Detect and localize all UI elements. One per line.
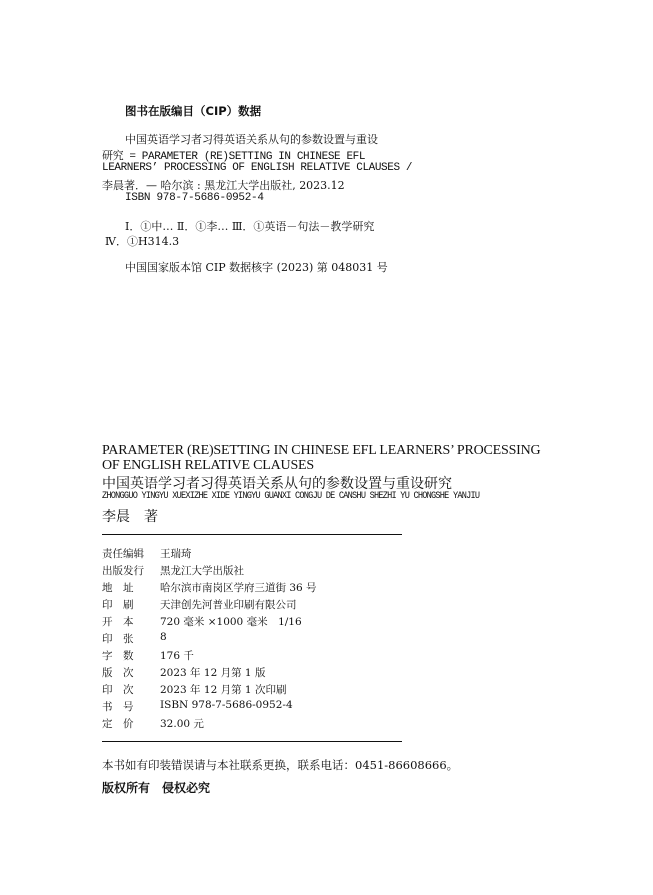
info-label: 印 刷 bbox=[102, 599, 134, 611]
info-row bbox=[102, 631, 167, 648]
info-row bbox=[102, 614, 302, 631]
cip-line: 李晨著．— 哈尔滨 : 黑龙江大学出版社, 2023.12 bbox=[102, 179, 345, 192]
copyright-notice: 版权所有 侵权必究 bbox=[102, 781, 211, 795]
info-row bbox=[102, 699, 293, 716]
info-row bbox=[102, 597, 297, 614]
english-title-line-1: PARAMETER (RE)SETTING IN CHINESE EFL LEARNERS’ PROCESSING bbox=[102, 443, 541, 458]
info-label: 地 址 bbox=[102, 582, 134, 594]
info-value: 32.00 元 bbox=[160, 718, 204, 730]
error-contact-note: 本书如有印装错误请与本社联系更换，联系电话：0451-86608666。 bbox=[102, 758, 459, 772]
cip-heading: 图书在版编目（CIP）数据 bbox=[125, 104, 262, 118]
info-row bbox=[102, 716, 204, 733]
info-label: 开 本 bbox=[102, 616, 134, 628]
divider-top bbox=[102, 534, 402, 535]
pinyin-title: ZHONGGUO YINGYU XUEXIZHE XIDE YINGYU GUANXI CONGJU DE CANSHU SHEZHI YU CHONGSHE YANJIU bbox=[102, 491, 480, 502]
info-row bbox=[102, 648, 194, 665]
info-row bbox=[102, 546, 192, 563]
info-value: 8 bbox=[160, 631, 167, 643]
info-value: 黑龙江大学出版社 bbox=[160, 565, 244, 577]
info-value: 176 千 bbox=[160, 650, 194, 662]
info-value: ISBN 978-7-5686-0952-4 bbox=[160, 699, 293, 711]
cip-line: Ⅰ．①中… Ⅱ．①李… Ⅲ．①英语－句法－教学研究 bbox=[125, 220, 375, 233]
cip-line: Ⅳ．①H314.3 bbox=[105, 235, 180, 248]
divider-bottom bbox=[102, 741, 402, 742]
info-row bbox=[102, 665, 265, 682]
cip-line: 中国国家版本馆 CIP 数据核字 (2023) 第 048031 号 bbox=[125, 261, 388, 274]
info-row bbox=[102, 580, 317, 597]
cip-line: 中国英语学习者习得英语关系从句的参数设置与重设 bbox=[125, 133, 378, 146]
info-row bbox=[102, 563, 244, 580]
english-title-line-2: OF ENGLISH RELATIVE CLAUSES bbox=[102, 458, 314, 473]
cip-line: ISBN 978-7-5686-0952-4 bbox=[125, 192, 264, 204]
author: 李晨 著 bbox=[102, 509, 158, 525]
info-value: 哈尔滨市南岗区学府三道街 36 号 bbox=[160, 582, 317, 594]
info-value: 720 毫米 ×1000 毫米 1/16 bbox=[160, 616, 302, 628]
info-label: 版 次 bbox=[102, 667, 134, 679]
info-value: 2023 年 12 月第 1 版 bbox=[160, 667, 266, 679]
info-label: 责任编辑 bbox=[102, 548, 144, 560]
info-value: 天津创先河普业印刷有限公司 bbox=[160, 599, 297, 611]
info-value: 2023 年 12 月第 1 次印刷 bbox=[160, 684, 287, 696]
info-label: 字 数 bbox=[102, 650, 134, 662]
info-label: 定 价 bbox=[102, 718, 134, 730]
info-row bbox=[102, 682, 286, 699]
info-label: 出版发行 bbox=[102, 565, 144, 577]
cip-line: LEARNERS’ PROCESSING OF ENGLISH RELATIVE CLAUSES / bbox=[102, 162, 413, 174]
cip-line: 研究 = PARAMETER (RE)SETTING IN CHINESE EFL bbox=[102, 151, 366, 163]
info-label: 书 号 bbox=[102, 701, 134, 713]
info-label: 印 次 bbox=[102, 684, 134, 696]
chinese-title: 中国英语学习者习得英语关系从句的参数设置与重设研究 bbox=[102, 476, 452, 492]
info-value: 王瑞琦 bbox=[160, 548, 192, 560]
info-label: 印 张 bbox=[102, 633, 134, 645]
